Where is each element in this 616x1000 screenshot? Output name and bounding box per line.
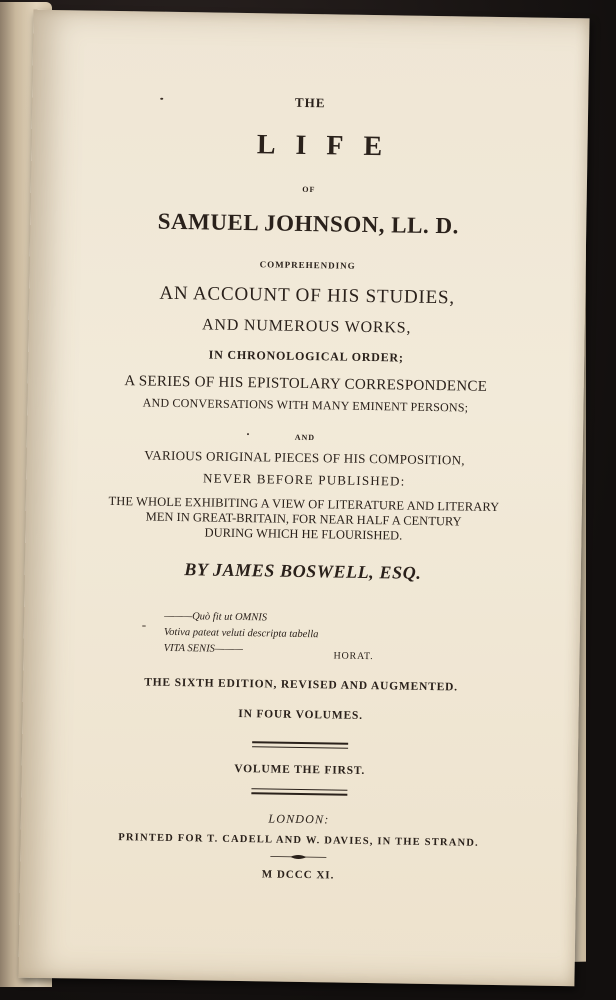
printer-ornament — [268, 852, 328, 861]
whole-line: THE WHOLE EXHIBITING A VIEW OF LITERATURE AND LITERARY — [108, 493, 500, 515]
quote-line-2: Votiva pateat veluti descripta tabella — [163, 626, 319, 641]
various-line: VARIOUS ORIGINAL PIECES OF HIS COMPOSITION, — [144, 447, 466, 468]
title-life: LIFE — [256, 129, 403, 163]
title-the: THE — [294, 94, 326, 111]
imprint-printer: PRINTED FOR T. CADELL AND W. DAVIES, IN THE STRAND. — [118, 832, 479, 849]
divider-rule-bottom — [251, 792, 347, 796]
quote-line-1: ———Quò fit ut OMNIS — [164, 610, 268, 624]
title-page — [18, 10, 589, 987]
men-line: MEN IN GREAT-BRITAIN, FOR NEAR HALF A CENTURY — [145, 509, 462, 529]
series-line: A SERIES OF HIS EPISTOLARY CORRESPONDENCE — [124, 373, 488, 395]
quote-attribution: HORAT. — [333, 650, 374, 663]
during-line: DURING WHICH HE FLOURISHED. — [204, 525, 403, 543]
paper-fleck — [142, 625, 146, 626]
imprint-city: LONDON: — [268, 811, 330, 827]
quote-line-3: VITA SENIS——— — [163, 642, 243, 656]
volumes-line: IN FOUR VOLUMES. — [238, 707, 363, 722]
divider-rule-top — [252, 741, 348, 745]
account-line: AN ACCOUNT OF HIS STUDIES, — [159, 282, 456, 309]
chronological-line: IN CHRONOLOGICAL ORDER; — [208, 347, 404, 365]
imprint-year: M DCCC XI. — [261, 868, 335, 882]
edition-line: THE SIXTH EDITION, REVISED AND AUGMENTED. — [144, 676, 458, 694]
never-published-line: NEVER BEFORE PUBLISHED: — [202, 470, 406, 489]
title-subject: SAMUEL JOHNSON, LL. D. — [157, 208, 460, 239]
and-label: AND — [294, 432, 316, 443]
divider-rule-top-thin — [252, 746, 348, 749]
conversations-line: AND CONVERSATIONS WITH MANY EMINENT PERSONS; — [142, 395, 469, 415]
divider-rule-bottom-thin — [251, 788, 347, 791]
paper-fleck — [160, 98, 163, 100]
author-line: BY JAMES BOSWELL, ESQ. — [184, 559, 422, 583]
title-of: OF — [302, 184, 316, 195]
volume-line: VOLUME THE FIRST. — [234, 762, 366, 777]
comprehending-label: COMPREHENDING — [259, 259, 356, 271]
paper-fleck — [247, 433, 249, 435]
works-line: AND NUMEROUS WORKS, — [201, 316, 412, 337]
